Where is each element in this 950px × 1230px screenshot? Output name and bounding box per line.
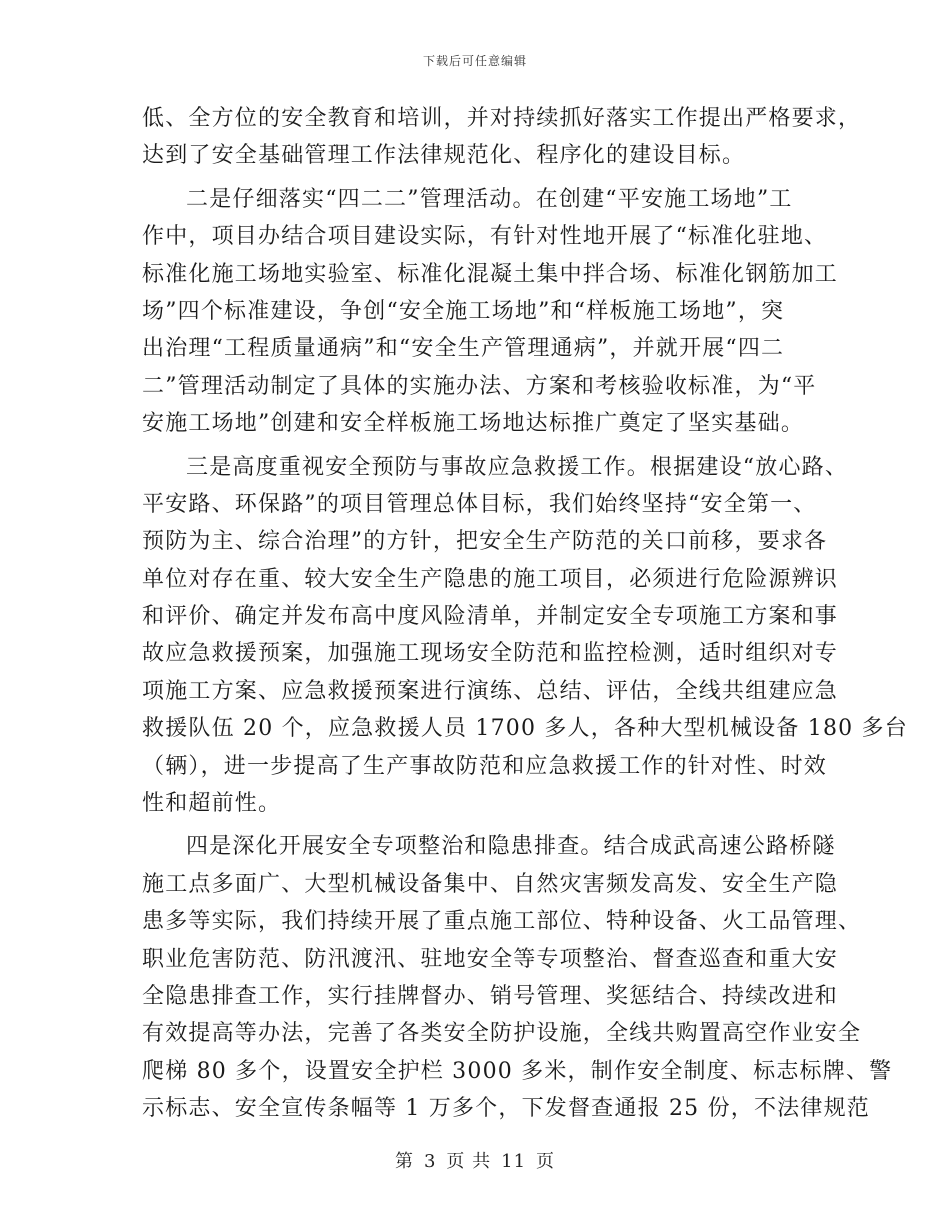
text-line: 二是仔细落实“四二二”管理活动。在创建“平安施工场地”工 [186,186,793,212]
text-line: 作中，项目办结合项目建设实际，有针对性地开展了“标准化驻地、 [142,224,828,250]
footer-page-number: 3 [423,1151,437,1172]
footer-suffix: 页 [536,1151,556,1172]
text-line: 四是深化开展安全专项整治和隐患排查。结合成武高速公路桥隧 [186,834,836,860]
text-line: 三是高度重视安全预防与事故应急救援工作。根据建设“放心路、 [186,454,849,480]
text-line: 全隐患排查工作，实行挂牌督办、销号管理、奖惩结合、持续改进和 [142,983,839,1009]
text-line: 性和超前性。 [142,791,282,817]
text-line: 预防为主、综合治理”的方针，把安全生产防范的关口前移，要求各 [142,529,828,555]
text-line: 达到了安全基础管理工作法律规范化、程序化的建设目标。 [142,143,746,169]
text-line: 平安路、环保路”的项目管理总体目标，我们始终坚持“安全第一、 [142,491,817,517]
text-line: 场”四个标准建设，争创“安全施工场地”和“样板施工场地”，突 [142,298,785,324]
text-line: 安施工场地”创建和安全样板施工场地达标推广奠定了坚实基础。 [142,411,805,437]
text-line: 故应急救援预案，加强施工现场安全防范和监控检测，适时组织对专 [142,641,839,667]
text-line: 标准化施工场地实验室、标准化混凝土集中拌合场、标准化钢筋加工 [142,261,839,287]
paragraph [142,181,839,443]
text-line: 施工点多面广、大型机械设备集中、自然灾害频发高发、安全生产隐 [142,871,839,897]
text-line: 出治理“工程质量通病”和“安全生产管理通病”，并就开展“四二 [142,336,785,362]
text-line: 患多等实际，我们持续开展了重点施工部位、特种设备、火工品管理、 [142,909,862,935]
text-line: 爬梯 80 多个，设置安全护栏 3000 多米，制作安全制度、标志标牌、警 [142,1058,893,1084]
page-header: 下载后可任意编辑 [422,54,527,68]
text-line: 职业危害防范、防汛渡汛、驻地安全等专项整治、督查巡查和重大安 [142,946,839,972]
text-line: 有效提高等办法，完善了各类安全防护设施，全线共购置高空作业安全 [142,1021,862,1047]
text-line: （辆），进一步提高了生产事故防范和应急救援工作的针对性、时效 [142,753,828,779]
text-line: 救援队伍 20 个，应急救援人员 1700 多人，各种大型机械设备 180 多台 [142,716,908,742]
document-body [142,100,908,1128]
text-line: 和评价、确定并发布高中度风险清单，并制定安全专项施工方案和事 [142,604,839,630]
text-line: 示标志、安全宣传条幅等 1 万多个，下发督查通报 25 份，不法律规范 [142,1096,870,1122]
page-footer [0,1147,950,1173]
text-line: 单位对存在重、较大安全生产隐患的施工项目，必须进行危险源辨识 [142,566,839,592]
paragraph [142,828,893,1127]
paragraph [142,100,862,175]
text-line: 二”管理活动制定了具体的实施办法、方案和考核验收标准，为“平 [142,373,817,399]
paragraph [142,449,908,823]
footer-prefix: 第 [394,1151,414,1172]
footer-total-pages: 11 [501,1151,527,1172]
footer-middle: 页 共 [446,1151,492,1172]
text-line: 低、全方位的安全教育和培训，并对持续抓好落实工作提出严格要求， [142,106,862,131]
text-line: 项施工方案、应急救援预案进行演练、总结、评估，全线共组建应急 [142,678,839,704]
